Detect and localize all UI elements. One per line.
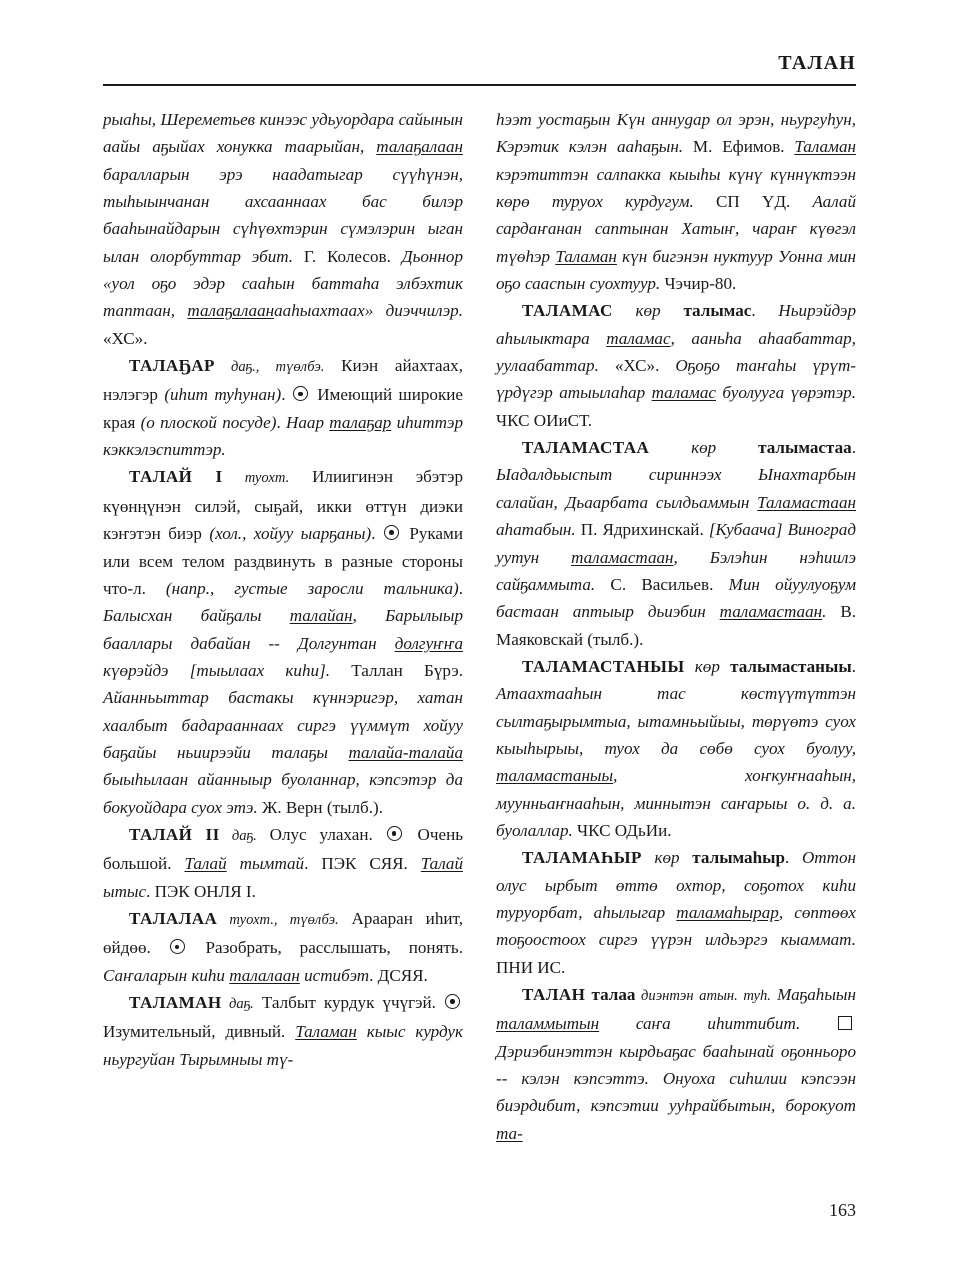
definition-text: Г. Колесов. [303, 246, 402, 266]
dictionary-entry [103, 989, 463, 1073]
definition-text: Арааран иһит, өйдөө. [103, 908, 463, 958]
yakut-text: Оттон олус ырбыт өттө охтор, соҕотох киһи туруорбат, аһылыгар [496, 848, 857, 922]
definition-text: Имеющий широкие края [103, 385, 463, 432]
yakut-text: аһатабын. [496, 520, 581, 540]
dictionary-entry [103, 463, 463, 820]
definition-text: «ХС». [614, 356, 676, 376]
definition-text: «ХС». [103, 328, 148, 348]
yakut-text: истибэт [299, 965, 370, 985]
cross-reference: талымастаныы [730, 656, 852, 676]
definition-text: М. Ефимов. [692, 137, 795, 157]
keyword-form: Таламастаан [757, 492, 856, 512]
definition-text: ЧКС ОДьИи. [577, 820, 672, 840]
yakut-text: кэрэтиттэн салпакка кыыһы күнү күннүктээн көрө туруох курдугум. [496, 164, 856, 212]
definition-text: . ДСЯЯ. [369, 965, 428, 985]
grammar-tag: даҕ., түөлбэ. [214, 359, 325, 376]
yakut-text: буолууга үөрэтэр. [715, 383, 856, 403]
russian-gloss-marker-icon [170, 939, 185, 954]
definition-text: . [281, 385, 292, 405]
definition-text: Таллан Бүрэ. [351, 660, 463, 680]
definition-text: . ПЭК ОНЛЯ I. [146, 881, 256, 901]
column-left [103, 106, 463, 1186]
grammar-tag: туохт. [222, 470, 290, 487]
keyword-form: таламмытын [496, 1014, 600, 1034]
yakut-text: Наар [286, 412, 330, 432]
grammar-tag: даҕ. [219, 827, 257, 844]
keyword-form: та- [496, 1123, 523, 1143]
yakut-text: . [822, 602, 841, 622]
cross-reference: талаа [585, 985, 636, 1004]
page-number: 163 [829, 1200, 856, 1220]
definition-text: С. Васильев. [610, 574, 729, 594]
dictionary-entry [103, 352, 463, 463]
definition-text: Илиигинэн эбэтэр күөнңүнэн силэй, сыҕай, икки өттүн диэки кэҥэтэн биэр [103, 467, 463, 544]
grammar-tag: туохт., түөлбэ. [217, 911, 339, 928]
headword: ТАЛАМАҺЫР [522, 848, 642, 868]
definition-text: Очень большой. [103, 824, 464, 874]
yakut-text: иһиттэр кэккэлэспиттэр. [103, 412, 464, 460]
headword: ТАЛАМАН [129, 993, 222, 1012]
keyword-form: талаҕалаан [187, 301, 275, 321]
keyword-form: талалаан [229, 965, 300, 985]
headword: ТАЛАЙ II [129, 824, 220, 844]
keyword-form: Талай [420, 854, 463, 874]
yakut-text: тымтай [226, 854, 305, 874]
yakut-text: , сөптөөх тоҕоостоох сиргэ үүрэн илдьэргэ кыаммат. [496, 902, 856, 950]
definition-text: . [784, 848, 802, 868]
definition-text: . [371, 524, 383, 544]
keyword-form: Талай [184, 854, 227, 874]
yakut-text: Балысхан байҕалы [103, 606, 290, 626]
definition-text: Руками или всем телом раздвинуть в разные стороны что-л. [103, 524, 463, 598]
phraseology-marker-icon [838, 1016, 852, 1030]
definition-text: . [276, 412, 287, 432]
russian-gloss-marker-icon [384, 525, 399, 540]
dictionary-entry [496, 844, 856, 981]
definition-text: Ж. Верн (тылб.). [262, 797, 383, 817]
yakut-text: , Барылыыр бааллары дабайан -- Долгунтан [103, 606, 463, 653]
dictionary-entry [496, 297, 856, 434]
cross-reference: талымас [683, 301, 752, 321]
headword: ТАЛАЛАА [129, 908, 218, 928]
headword: ТАЛАҔАР [129, 356, 215, 376]
cross-reference: талымаһыр [692, 848, 785, 868]
see-label: көр [649, 438, 759, 458]
yakut-text: [Кубаача] Виноград уутун [496, 520, 856, 567]
yakut-text: , Бэлэһин нэһиилэ сайҕаммыта. [496, 547, 857, 594]
yakut-text: (иһит туһунан) [164, 385, 282, 405]
entry-continuation [103, 106, 463, 352]
dictionary-entry [496, 653, 856, 844]
yakut-text: Аалай сардаҥанан саптынан Хатыҥ, чараҥ күөгэл түөһэр [496, 192, 856, 266]
dictionary-entry [496, 981, 856, 1147]
headword: ТАЛАМАСТАНЫЫ [522, 656, 685, 676]
russian-gloss-marker-icon [445, 994, 460, 1009]
yakut-text: (хол., хойуу ыарҕаны) [209, 524, 372, 544]
grammar-tag: диэнтэн атын. туһ. [635, 988, 771, 1004]
yakut-text: Дэриэбинэттэн кырдьаҕас бааһынай оҕонньоро -- кэлэн кэпсэттэ. Онуоха сиһилии кэпсээн биэрдибит, кэпсэтии ууһрайбытын, борокуот [496, 1041, 856, 1116]
dictionary-entry [496, 434, 856, 653]
keyword-form: Таламан [295, 1022, 357, 1042]
definition-text: В. Маяковскай (тылб.). [496, 602, 856, 649]
yakut-text: Саҥаларын киһи [103, 965, 230, 985]
keyword-form: талайан [289, 606, 353, 626]
grammar-tag: даҕ. [221, 996, 254, 1012]
dictionary-entry [103, 905, 463, 989]
keyword-form: талаҕар [329, 412, 392, 432]
yakut-text: Айанньыттар бастакы күннэригэр, хатан хаалбыт бадарааннаах сиргэ үүммүт хойуу баҕайы ньиирээйи талаҕы [103, 688, 463, 762]
see-label: көр [612, 301, 684, 321]
definition-text: СП ҮД. [716, 192, 813, 212]
definition-text: П. Ядрихинскай. [580, 520, 709, 540]
keyword-form: таламастаныы [496, 766, 614, 786]
yakut-text: һээт уостаҕын Күн аннygар ол эрэн, ньургуһун, Кэрэтик кэлэн ааһаҕын. [496, 110, 856, 157]
yakut-text: Ыадалдьыспыт сириннээх Ынахтарбын салайан, Дьаарбата сылдьаммын [496, 465, 856, 512]
definition-text: Разобрать, расслышать, понять. [187, 938, 463, 958]
dictionary-entry [103, 821, 463, 905]
definition-text: ЧКС ОИиСТ. [496, 410, 593, 430]
keyword-form: талаҕалаан [376, 137, 463, 157]
definition-text: Талбыт курдук үчүгэй. [253, 993, 444, 1012]
yakut-text: күн бигэнэн нуктуур Уонна мин оҕо сааспын суохтуур. [496, 246, 856, 294]
yakut-text: Ньирэйдэр аһылыктара [496, 301, 857, 348]
definition-text: . [851, 656, 856, 676]
keyword-form: таламаһырар [676, 902, 779, 922]
running-head: ТАЛАН [778, 52, 856, 74]
yakut-text: Дьоннор «уол оҕо эдэр сааһын баттаһа элбэхтик таптаан, [103, 246, 463, 321]
definition-text: . [751, 301, 779, 321]
yakut-text: Шереметьев кинээс удьуордара сайынын аайы аҕыйах хонукка таарыйан, [103, 110, 463, 157]
text-columns [103, 106, 856, 1186]
keyword-form: таламастаан [571, 547, 674, 567]
keyword-form: долгуҥҥа [394, 633, 463, 653]
keyword-form: таламастаан [719, 602, 823, 622]
yakut-text: күөрэйдэ [тыылаах киһи]. [103, 660, 352, 680]
keyword-form: таламас [651, 383, 716, 403]
yakut-text: кыыс курдук ньургуйан Тырымныы тү- [103, 1022, 464, 1069]
header-rule [103, 84, 856, 86]
definition-text: Олус улахан. [256, 824, 386, 844]
column-right [496, 106, 856, 1186]
yakut-text: Маҕаһыын [777, 985, 856, 1004]
yakut-text: Атаахтааһын тас көстүүтүттэн сылтаҕырымтыа, ытамньыйыы, төрүөтэ суох кыыһырыы, туох да сөбө суох буолуу, [496, 684, 856, 758]
keyword-form: талайа-талайа [348, 742, 463, 762]
yakut-text: ытыс [103, 881, 147, 901]
yakut-text: (напр., густые заросли тальника) [165, 578, 459, 598]
definition-text: Киэн айахтаах, нэлэгэр [103, 356, 463, 405]
definition-text: Изумительный, дивный. [103, 1022, 296, 1042]
headword: ТАЛАМАС [522, 301, 613, 321]
definition-text: . ПЭК СЯЯ. [304, 854, 421, 874]
yakut-text: , хоҥкуҥнааһын, муунньаҥнааһын, миннытэн саҥарыы о. д. а. буолаллар. [496, 766, 856, 840]
definition-text: . [458, 578, 463, 598]
headword: ТАЛАЙ I [129, 467, 223, 487]
yakut-text: баралларын эрэ наадатыгар сүүһүнэн, тыһыынчанан ахсааннаах бас билэр бааһынайдарын сүһүөхтэрин сүмэлэрин ыган ылан олорбуттар эбит. [103, 164, 463, 266]
entry-continuation [496, 106, 856, 297]
yakut-text: Мин ойуулуоҕум бастаан аптыыр дьиэбин [496, 574, 856, 622]
definition-text: Чэчир-80. [664, 274, 737, 294]
headword: ТАЛАН [522, 985, 586, 1004]
russian-gloss-marker-icon [293, 386, 308, 401]
russian-gloss-marker-icon [387, 826, 402, 841]
cross-reference: талымастаа [758, 438, 852, 458]
yakut-text: саҥа иһиттибит. [599, 1014, 837, 1034]
definition-text: ПНИ ИС. [496, 957, 566, 977]
see-label: көр [641, 848, 693, 868]
see-label: көр [684, 656, 731, 676]
yakut-text: быыһылаан айанныыр буоланнар, кэпсэтэр да бокуойдара суох этэ. [103, 770, 463, 817]
definition-text: . [851, 438, 856, 458]
yakut-text: рыаһы, [103, 110, 161, 129]
headword: ТАЛАМАСТАА [522, 438, 650, 458]
keyword-form: Таламан [555, 246, 617, 266]
yakut-text: , ааньha аһаабаттар, уулаабаттар. [496, 328, 856, 376]
keyword-form: Таламан [794, 137, 856, 157]
yakut-text: (о плоской посуде) [140, 412, 277, 432]
yakut-text: ааһыахтаах» диэччилэр. [274, 301, 463, 321]
keyword-form: таламас [606, 328, 671, 348]
yakut-text: Оҕоҕо таҥаһы үрүт-үрдүгэр атыылаһар [496, 356, 856, 403]
